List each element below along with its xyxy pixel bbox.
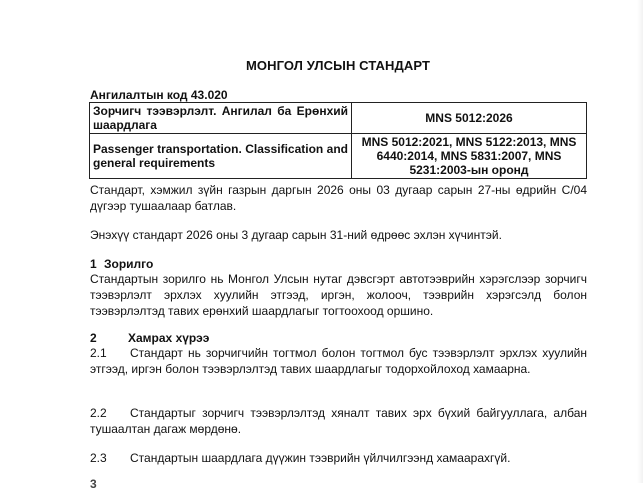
list-item bbox=[90, 450, 587, 466]
section-3-number-cutoff: 3 bbox=[90, 477, 97, 491]
table-row bbox=[90, 134, 587, 179]
standard-info-table bbox=[89, 102, 587, 179]
section-title: Хамрах хүрээ bbox=[128, 331, 210, 345]
standard-title-mn: Зорчигч тээвэрлэлт. Ангилал ба Ерөнхий шаардлага bbox=[90, 103, 352, 134]
standard-number: MNS 5012:2026 bbox=[352, 103, 587, 134]
item-number: 2.3 bbox=[90, 451, 107, 465]
standard-title-en: Passenger transportation. Classification and general requirements bbox=[90, 134, 352, 179]
page-edge-shadow bbox=[637, 0, 643, 483]
section-number: 2 bbox=[90, 331, 97, 345]
section-1-text: Стандартын зорилго нь Монгол Улсын нутаг дэвсгэрт автотээврийн хэрэгслээр зорчигч тээвэрлэлт эрхлэх хуулийн этгээд, иргэн, жолооч, тээврийн хэрэгсэлд болон тээвэрлэлтэд тавих ерөнхий шаардлагыг тогтоохоод оршино. bbox=[90, 272, 587, 318]
list-item bbox=[90, 345, 587, 377]
list-item bbox=[90, 405, 587, 437]
item-text: Стандартыг зорчигч тээвэрлэлтэд хяналт тавих эрх бүхий байгууллага, албан тушаалтан дагаж мөрдөнө. bbox=[90, 406, 587, 436]
effective-date-paragraph: Энэхүү стандарт 2026 оны 3 дугаар сарын 31-ний өдрөөс эхлэн хүчинтэй. bbox=[90, 228, 502, 242]
item-number: 2.1 bbox=[90, 346, 107, 360]
item-number: 2.2 bbox=[90, 406, 107, 420]
item-text: Стандарт нь зорчигчийн тогтмол болон тогтмол бус тээвэрлэлт эрхлэх хуулийн этгээд, иргэн болон тээвэрлэлтэд тавих шаардлагыг тодорхойлоход хамаарна. bbox=[90, 346, 587, 376]
replaced-standards: MNS 5012:2021, MNS 5122:2013, MNS 6440:2014, MNS 5831:2007, MNS 5231:2003-ын оронд bbox=[352, 134, 587, 179]
item-text: Стандартын шаардлага дүүжин тээврийн үйлчилгээнд хамаарахгүй. bbox=[130, 451, 511, 465]
section-1-heading bbox=[90, 257, 153, 271]
document-title: МОНГОЛ УЛСЫН СТАНДАРТ bbox=[245, 58, 431, 73]
classification-code: Ангилалтын код 43.020 bbox=[90, 88, 228, 102]
table-row bbox=[90, 103, 587, 134]
section-title: Зорилго bbox=[104, 257, 154, 271]
approval-paragraph: Стандарт, хэмжил зүйн газрын даргын 2026 оны 03 дугаар сарын 27-ны өдрийн С/04 дүгээр тушаалаар батлав. bbox=[90, 183, 587, 213]
section-2-heading bbox=[90, 331, 209, 345]
section-number: 1 bbox=[90, 257, 97, 271]
